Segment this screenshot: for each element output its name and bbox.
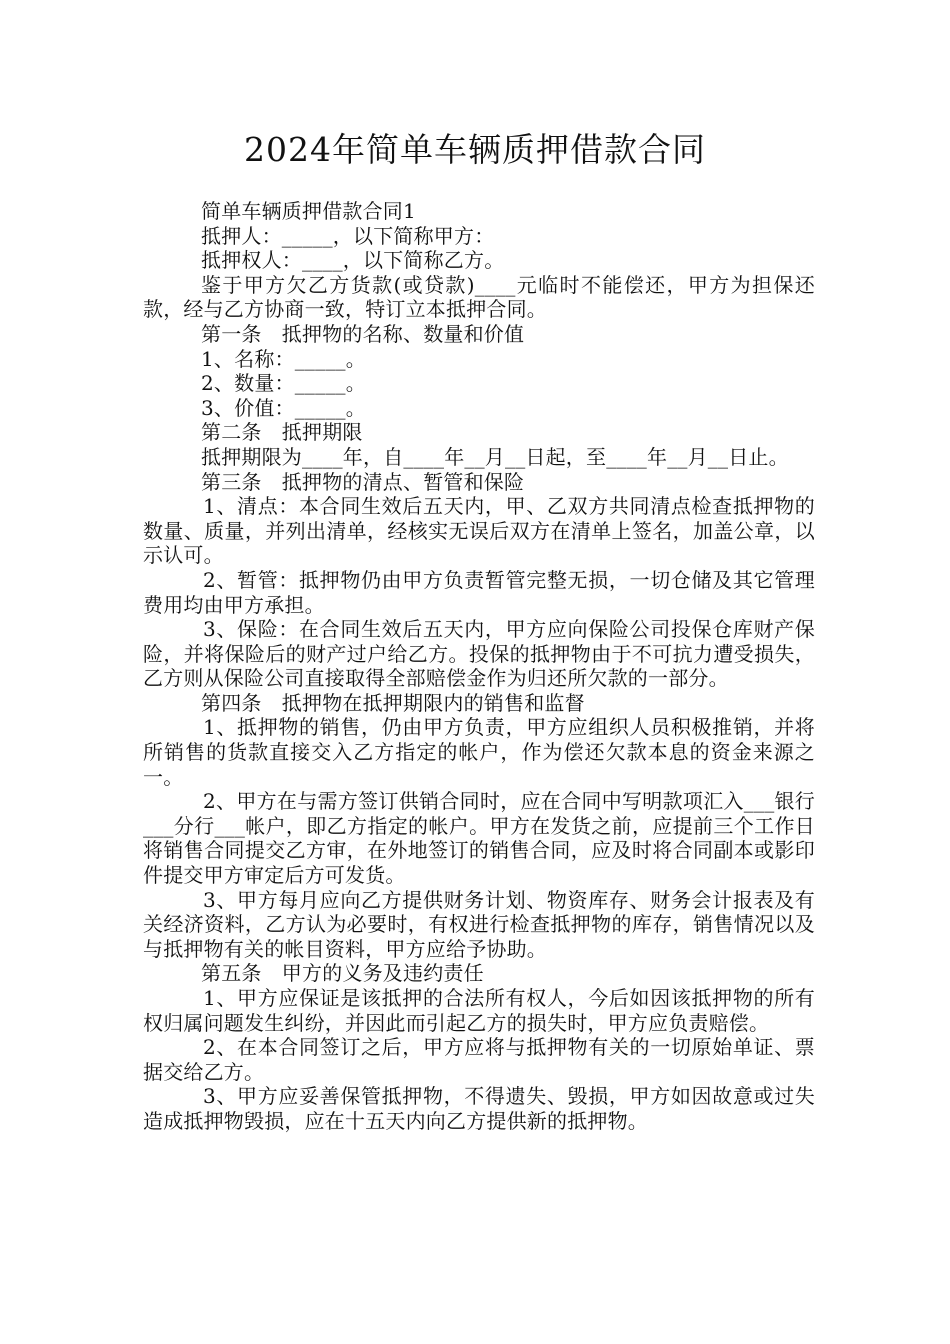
- article-1-item-name: 1、名称：_____。: [201, 346, 366, 371]
- article-3-item-1: 1、清点：本合同生效后五天内，甲、乙双方共同清点检查抵押物的数量、质量，并列出清单，经核实无误后双方在清单上签名，加盖公章，以示认可。: [143, 494, 815, 568]
- party-a-line: 抵押人：_____，以下简称甲方：: [201, 223, 495, 248]
- article-5-heading: 第五条 甲方的义务及违约责任: [201, 961, 484, 986]
- article-4-item-3: 3、甲方每月应向乙方提供财务计划、物资库存、财务会计报表及有关经济资料，乙方认为必要时，有权进行检查抵押物的库存，销售情况以及与抵押物有关的帐目资料，甲方应给予协助。: [143, 887, 815, 961]
- contract-heading: 简单车辆质押借款合同1: [201, 199, 416, 223]
- preamble-paragraph: 鉴于甲方欠乙方货款(或贷款)____元临时不能偿还，甲方为担保还款，经与乙方协商一致，特订立本抵押合同。: [143, 272, 815, 322]
- article-5-item-2: 2、在本合同签订之后，甲方应将与抵押物有关的一切原始单证、票据交给乙方。: [143, 1035, 815, 1084]
- article-4-item-1: 1、抵押物的销售，仍由甲方负责，甲方应组织人员积极推销，并将所销售的货款直接交入乙方指定的帐户，作为偿还欠款本息的资金来源之一。: [143, 715, 815, 789]
- article-4-item-2: 2、甲方在与需方签订供销合同时，应在合同中写明款项汇入___银行___分行___帐户，即乙方指定的帐户。甲方在发货之前，应提前三个工作日将销售合同提交乙方审，在外地签订的销售合同，应及时将合同副本或影印件提交甲方审定后方可发货。: [143, 789, 815, 888]
- article-1-heading: 第一条 抵押物的名称、数量和价值: [201, 321, 525, 346]
- article-3-heading: 第三条 抵押物的清点、暂管和保险: [201, 469, 525, 494]
- article-3-item-3: 3、保险：在合同生效后五天内，甲方应向保险公司投保仓库财产保险，并将保险后的财产过户给乙方。投保的抵押物由于不可抗力遭受损失，乙方则从保险公司直接取得全部赔偿金作为归还所欠款的一部分。: [143, 617, 815, 691]
- article-1-item-quantity: 2、数量：_____。: [201, 371, 366, 396]
- article-4-heading: 第四条 抵押物在抵押期限内的销售和监督: [201, 690, 585, 715]
- document-title: 2024年简单车辆质押借款合同: [244, 130, 706, 169]
- article-3-item-2: 2、暂管：抵押物仍由甲方负责暂管完整无损，一切仓储及其它管理费用均由甲方承担。: [143, 567, 815, 617]
- party-b-line: 抵押权人：____，以下简称乙方。: [201, 248, 505, 273]
- article-2-paragraph: 抵押期限为____年，自____年__月__日起，至____年__月__日止。: [201, 444, 789, 469]
- document-body: [143, 199, 815, 1134]
- article-5-item-3: 3、甲方应妥善保管抵押物，不得遗失、毁损，甲方如因故意或过失造成抵押物毁损，应在十五天内向乙方提供新的抵押物。: [143, 1084, 815, 1133]
- article-2-heading: 第二条 抵押期限: [201, 420, 363, 445]
- article-5-item-1: 1、甲方应保证是该抵押的合法所有权人，今后如因该抵押物的所有权归属问题发生纠纷，并因此而引起乙方的损失时，甲方应负责赔偿。: [143, 986, 815, 1035]
- article-1-item-value: 3、价值：_____。: [201, 395, 366, 420]
